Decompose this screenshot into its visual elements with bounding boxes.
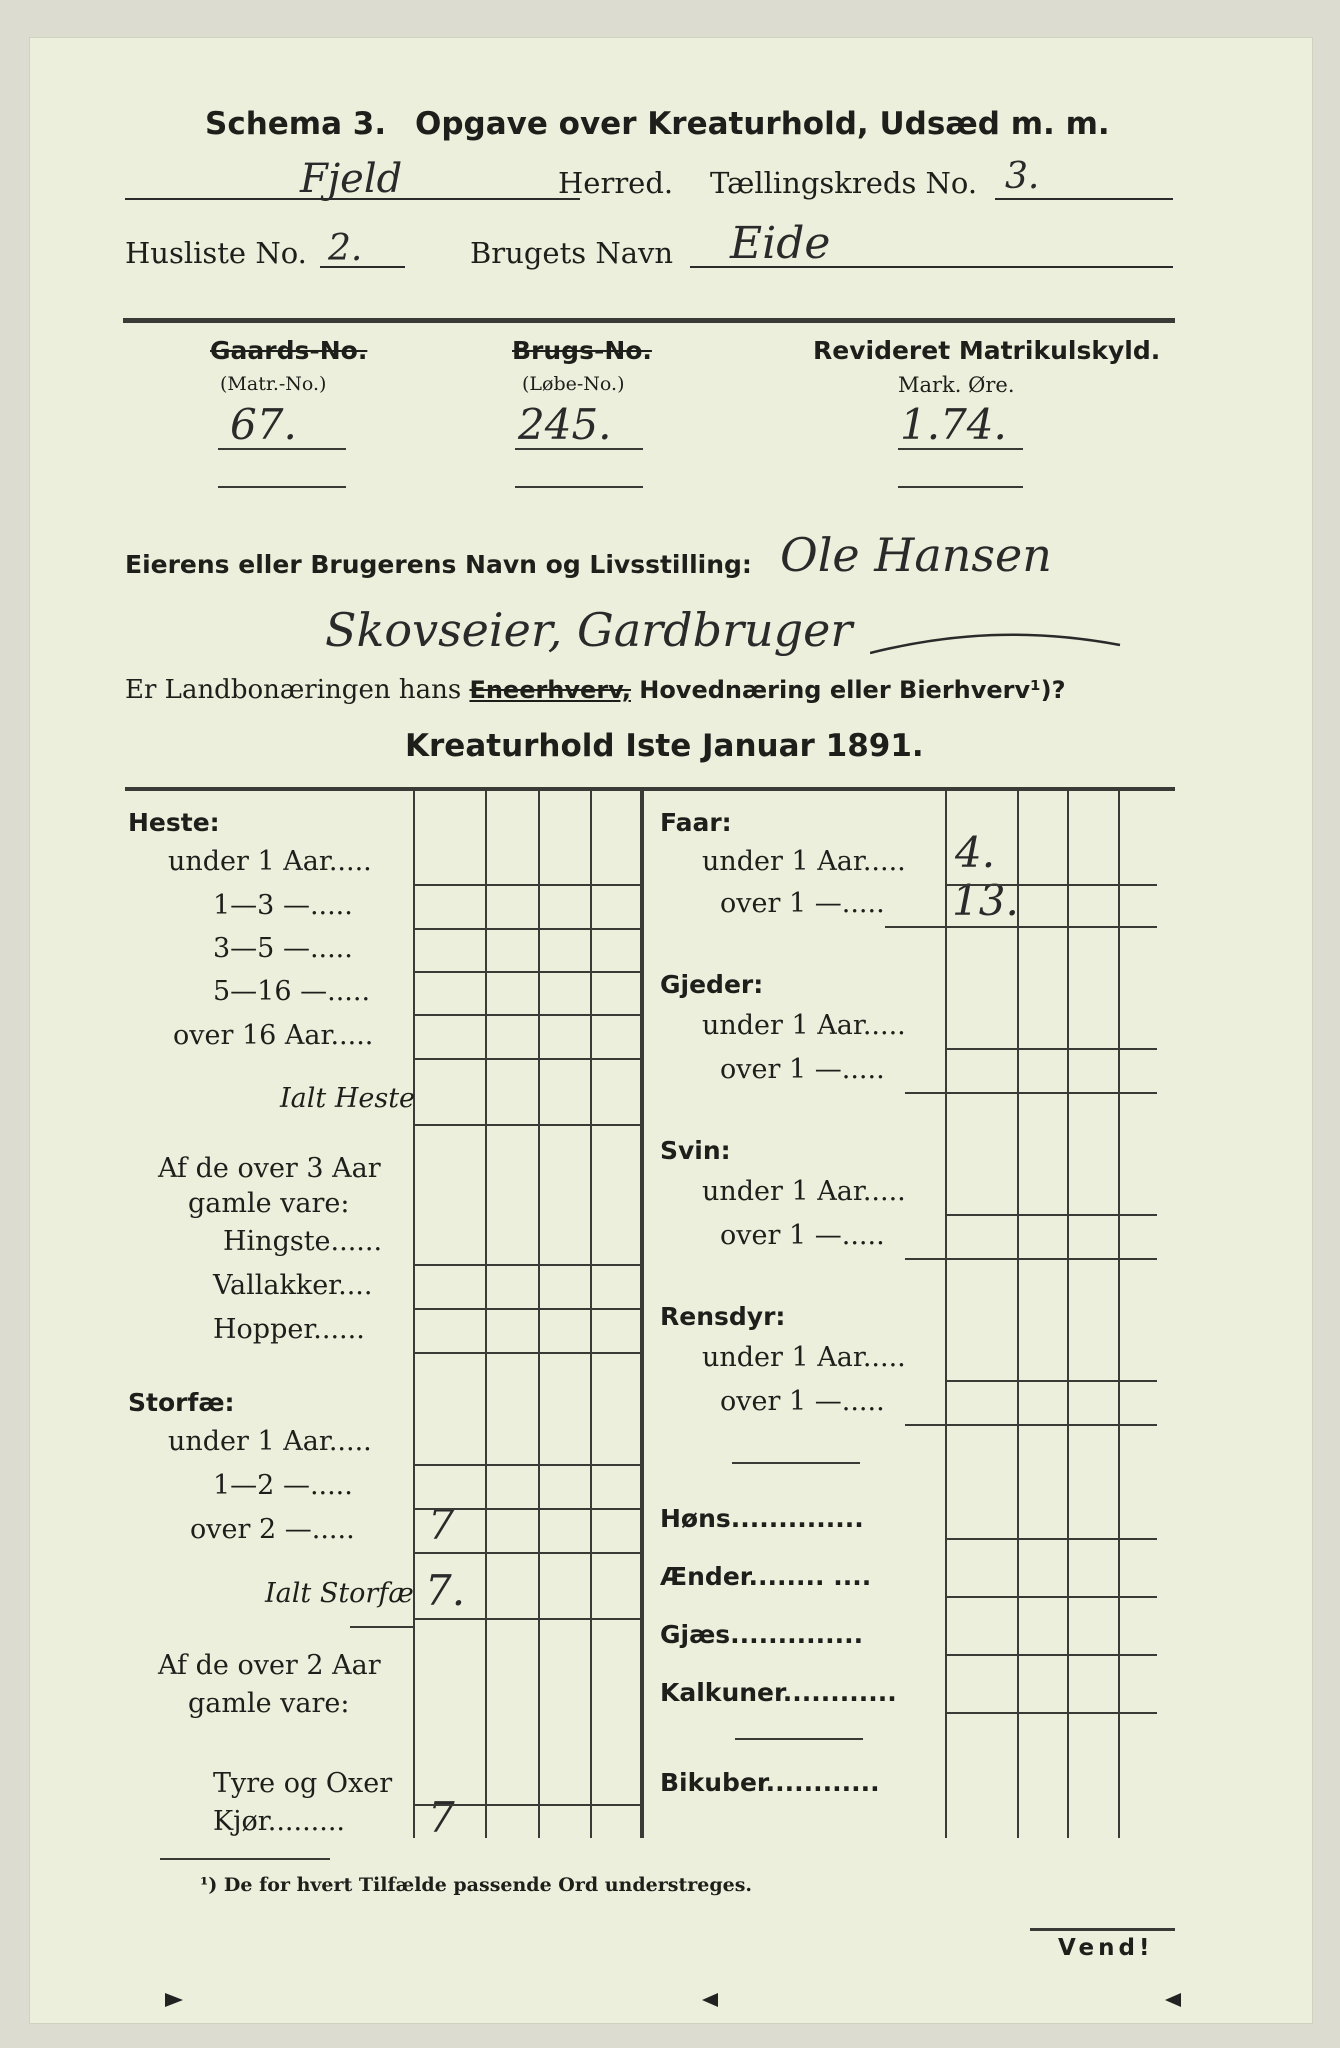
ialt-heste: Ialt Heste: [280, 1083, 416, 1114]
right-separator-1: [732, 1462, 860, 1464]
storfae-under-1: under 1 Aar.....: [168, 1426, 372, 1457]
bikuber: Bikuber............: [660, 1768, 880, 1797]
cell-line-hopper: [415, 1352, 640, 1354]
ialt-storfae-value: 7.: [425, 1566, 466, 1615]
cell-line-f-u1: [947, 884, 1157, 886]
right-col-line-3: [1067, 790, 1069, 1838]
cell-line-h-35: [415, 971, 640, 973]
skyld-value: 1.74.: [900, 400, 1007, 449]
header-rule: [123, 318, 1175, 323]
cell-line-tyre: [415, 1804, 640, 1806]
left-col-line-4: [590, 790, 592, 1838]
faar-heading: Faar:: [660, 808, 732, 837]
heste-3-5: 3—5 —.....: [213, 933, 353, 964]
kjor: Kjør.........: [213, 1806, 345, 1837]
heste-over-16: over 16 Aar.....: [173, 1020, 374, 1051]
kalkuner: Kalkuner............: [660, 1678, 897, 1707]
heste-heading: Heste:: [128, 808, 220, 837]
question-prefix: Er Landbonæringen hans: [125, 675, 462, 705]
rensdyr-over-1: over 1 —.....: [720, 1386, 885, 1417]
flourish-stroke: [870, 623, 1130, 663]
cell-line-ender: [947, 1596, 1157, 1598]
brugsno-sub: (Løbe-No.): [522, 373, 625, 395]
cell-line-g-u1: [947, 1048, 1157, 1050]
cell-line-gjaes: [947, 1654, 1157, 1656]
owner-label: Eierens eller Brugerens Navn og Livsstilling:: [125, 550, 752, 579]
binding-mark-right: [1165, 1993, 1181, 2007]
herred-label: Herred.: [558, 166, 674, 200]
cell-line-hingste: [415, 1264, 640, 1266]
binding-mark-left: [165, 1993, 183, 2007]
question-rest: Hovednæring eller Bierhverv¹)?: [639, 676, 1066, 704]
right-col-line-4: [1118, 790, 1120, 1838]
af-over-2-aar: Af de over 2 Aar: [158, 1650, 381, 1681]
footnote-rule: [160, 1858, 330, 1860]
storfae-1-2: 1—2 —.....: [213, 1470, 353, 1501]
right-col-line-2: [1017, 790, 1019, 1838]
form-title: Opgave over Kreaturhold, Udsæd m. m.: [415, 106, 1110, 142]
schema-label: Schema 3.: [205, 106, 387, 142]
form-page: [30, 38, 1312, 2023]
faar-over-1-value: 13.: [952, 876, 1019, 925]
hons: Høns..............: [660, 1504, 864, 1533]
cell-line-h-o16: [415, 1058, 640, 1060]
cell-line-r-u1: [947, 1380, 1157, 1382]
gaard-sub: (Matr.-No.): [220, 373, 327, 395]
faar-over-1: over 1 —.....: [720, 888, 885, 919]
heste-1-3: 1—3 —.....: [213, 890, 353, 921]
cell-line-s-12: [415, 1508, 640, 1510]
skyld-line-2: [898, 486, 1023, 488]
section-title: Kreaturhold Iste Januar 1891.: [405, 728, 924, 764]
storfae-heading: Storfæ:: [128, 1388, 235, 1417]
skyld-line-1: [898, 448, 1023, 450]
tyre-og-oxer: Tyre og Oxer: [213, 1768, 393, 1799]
question-line: [125, 675, 1066, 705]
gaard-line-2: [218, 486, 346, 488]
husliste-label: Husliste No.: [125, 236, 307, 270]
footnote: ¹) De for hvert Tilfælde passende Ord understreges.: [200, 1874, 753, 1896]
storfae-over-2: over 2 —.....: [190, 1514, 355, 1545]
gaard-label: Gaards-No.: [210, 336, 368, 365]
cell-line-s-u1: [415, 1464, 640, 1466]
gjeder-over-1: over 1 —.....: [720, 1054, 885, 1085]
owner-name: Ole Hansen: [780, 528, 1052, 582]
rensdyr-heading: Rensdyr:: [660, 1302, 786, 1331]
question-option-eneerhverv: Eneerhverv,: [469, 676, 631, 704]
gaard-value: 67.: [230, 400, 297, 449]
cell-line-f-o1: [885, 926, 1157, 928]
herred-value: Fjeld: [300, 156, 403, 202]
brug-value: Eide: [730, 218, 831, 269]
binding-mark-center: [702, 1993, 718, 2007]
cell-line-hons: [947, 1538, 1157, 1540]
table-divider: [640, 790, 644, 1838]
kreds-value: 3.: [1005, 156, 1040, 197]
faar-under-1: under 1 Aar.....: [702, 846, 906, 877]
right-separator-2: [735, 1738, 863, 1740]
cell-line-s-o2: [415, 1552, 640, 1554]
cell-line-ialt-storfae: [415, 1618, 640, 1620]
left-col-line-1: [413, 790, 415, 1838]
ialt-storfae: Ialt Storfæ: [265, 1578, 414, 1609]
left-col-line-3: [538, 790, 540, 1838]
vend-label: Vend!: [1058, 1935, 1154, 1961]
cell-line-h-516: [415, 1014, 640, 1016]
faar-under-1-value: 4.: [955, 828, 996, 877]
brugsno-value: 245.: [518, 400, 612, 449]
gaard-line-1: [218, 448, 346, 450]
cell-line-g-o1: [905, 1092, 1157, 1094]
svin-heading: Svin:: [660, 1136, 731, 1165]
brugsno-line-1: [515, 448, 643, 450]
gjeder-heading: Gjeder:: [660, 970, 764, 999]
owner-occupation: Skovseier, Gardbruger: [325, 603, 853, 657]
cell-line-r-o1: [905, 1424, 1157, 1426]
hingste: Hingste......: [223, 1226, 383, 1257]
gamle-vare-1: gamle vare:: [188, 1188, 350, 1219]
vend-rule: [1030, 1928, 1175, 1931]
underline-ialt-storfae: [350, 1626, 415, 1628]
brug-label: Brugets Navn: [470, 236, 674, 270]
skyld-sub: Mark. Øre.: [898, 373, 1015, 397]
af-over-3-aar: Af de over 3 Aar: [158, 1153, 381, 1184]
vallakker: Vallakker....: [213, 1270, 373, 1301]
kjor-value: 7: [428, 1793, 455, 1842]
cell-line-sv-u1: [947, 1214, 1157, 1216]
right-col-line-1: [945, 790, 947, 1838]
gjaes: Gjæs..............: [660, 1620, 864, 1649]
storfae-over-2-value: 7: [428, 1500, 455, 1549]
husliste-value: 2.: [328, 228, 363, 269]
svin-over-1: over 1 —.....: [720, 1220, 885, 1251]
left-col-line-2: [485, 790, 487, 1838]
cell-line-h-u1: [415, 884, 640, 886]
brugsno-line-2: [515, 486, 643, 488]
gjeder-under-1: under 1 Aar.....: [702, 1010, 906, 1041]
rensdyr-under-1: under 1 Aar.....: [702, 1342, 906, 1373]
cell-line-sv-o1: [905, 1258, 1157, 1260]
brugsno-label: Brugs-No.: [512, 336, 652, 365]
heste-under-1: under 1 Aar.....: [168, 846, 372, 877]
heste-5-16: 5—16 —.....: [213, 976, 371, 1007]
gamle-vare-2: gamle vare:: [188, 1688, 350, 1719]
cell-line-ialt-heste: [415, 1124, 640, 1126]
cell-line-h-13: [415, 928, 640, 930]
kreds-label: Tællingskreds No.: [710, 166, 978, 200]
svin-under-1: under 1 Aar.....: [702, 1176, 906, 1207]
hopper: Hopper......: [213, 1314, 365, 1345]
skyld-label: Revideret Matrikulskyld.: [813, 336, 1161, 365]
ender: Ænder........ ....: [660, 1562, 872, 1591]
cell-line-vallakker: [415, 1308, 640, 1310]
cell-line-kalkuner: [947, 1712, 1157, 1714]
kreds-underline: [995, 198, 1173, 200]
